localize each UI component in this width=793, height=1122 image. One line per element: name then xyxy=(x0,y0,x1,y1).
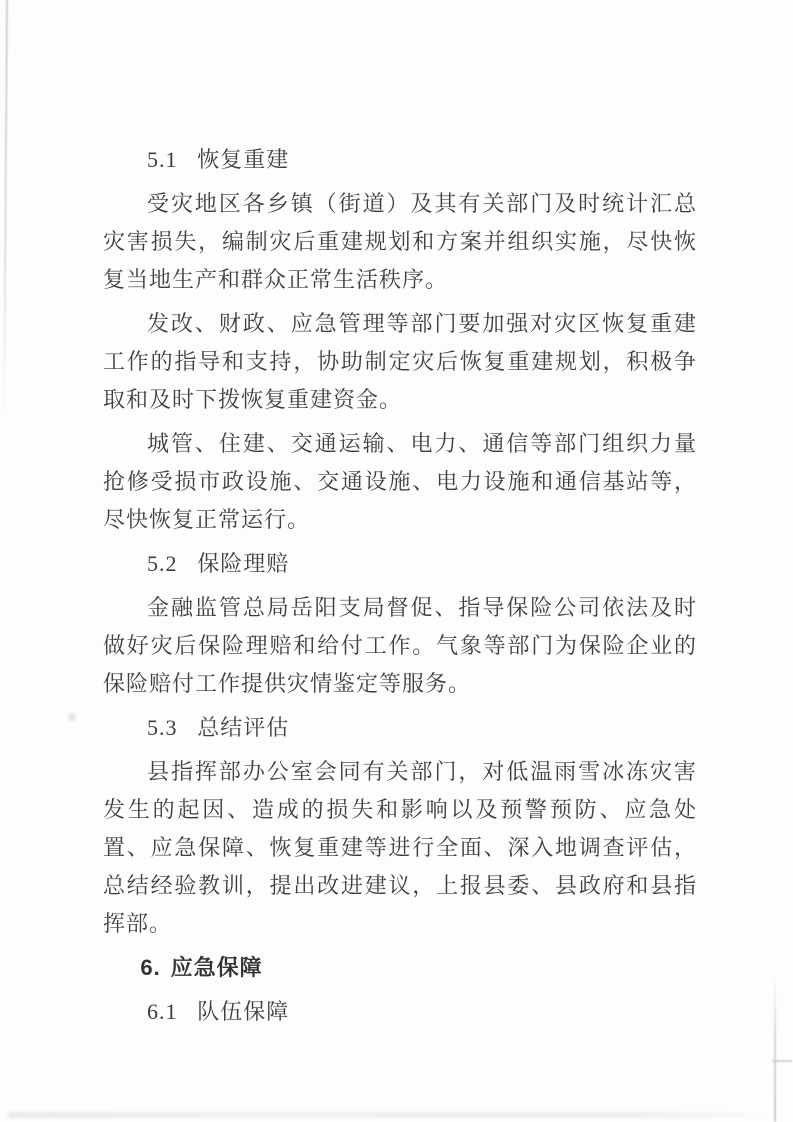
section-heading-5-1 xyxy=(103,141,697,179)
paragraph-funding-support: 发改、财政、应急管理等部门要加强对灾区恢复重建工作的指导和支持，协助制定灾后恢复重建规划，积极争取和及时下拨恢复重建资金。 xyxy=(103,311,697,412)
section-title: 恢复重建 xyxy=(197,147,290,172)
section-title: 总结评估 xyxy=(197,715,290,740)
scan-artifact-bottom-shadow xyxy=(8,1112,778,1118)
section-number: 5.3 xyxy=(147,715,178,740)
section-title: 队伍保障 xyxy=(197,999,290,1024)
section-number: 6. xyxy=(140,955,161,980)
section-number: 5.2 xyxy=(147,551,178,576)
scan-artifact-right-tick xyxy=(772,1060,792,1062)
section-heading-6 xyxy=(103,949,697,987)
scan-artifact-smudge xyxy=(66,710,78,724)
paragraph-infrastructure-repair: 城管、住建、交通运输、电力、通信等部门组织力量抢修受损市政设施、交通设施、电力设施和通信基站等，尽快恢复正常运行。 xyxy=(103,431,697,532)
section-number: 5.1 xyxy=(147,147,178,172)
document-body xyxy=(103,141,697,1037)
scan-artifact-left-edge xyxy=(3,0,8,420)
section-heading-6-1 xyxy=(103,993,697,1031)
paragraph-summary-evaluation: 县指挥部办公室会同有关部门，对低温雨雪冰冻灾害发生的起因、造成的损失和影响以及预警预防、应急处置、应急保障、恢复重建等进行全面、深入地调查评估，总结经验教训，提出改进建议，上报县委、县政府和县指挥部。 xyxy=(103,759,697,936)
paragraph-recovery-overview: 受灾地区各乡镇（街道）及其有关部门及时统计汇总灾害损失，编制灾后重建规划和方案并组织实施，尽快恢复当地生产和群众正常生活秩序。 xyxy=(103,191,697,292)
section-number: 6.1 xyxy=(147,999,178,1024)
section-heading-5-3 xyxy=(103,709,697,747)
paragraph-insurance-claims: 金融监管总局岳阳支局督促、指导保险公司依法及时做好灾后保险理赔和给付工作。气象等部门为保险企业的保险赔付工作提供灾情鉴定等服务。 xyxy=(103,595,697,696)
scan-artifact-right-edge xyxy=(774,975,776,1122)
section-heading-5-2 xyxy=(103,545,697,583)
section-title: 应急保障 xyxy=(170,955,263,980)
section-title: 保险理赔 xyxy=(197,551,290,576)
